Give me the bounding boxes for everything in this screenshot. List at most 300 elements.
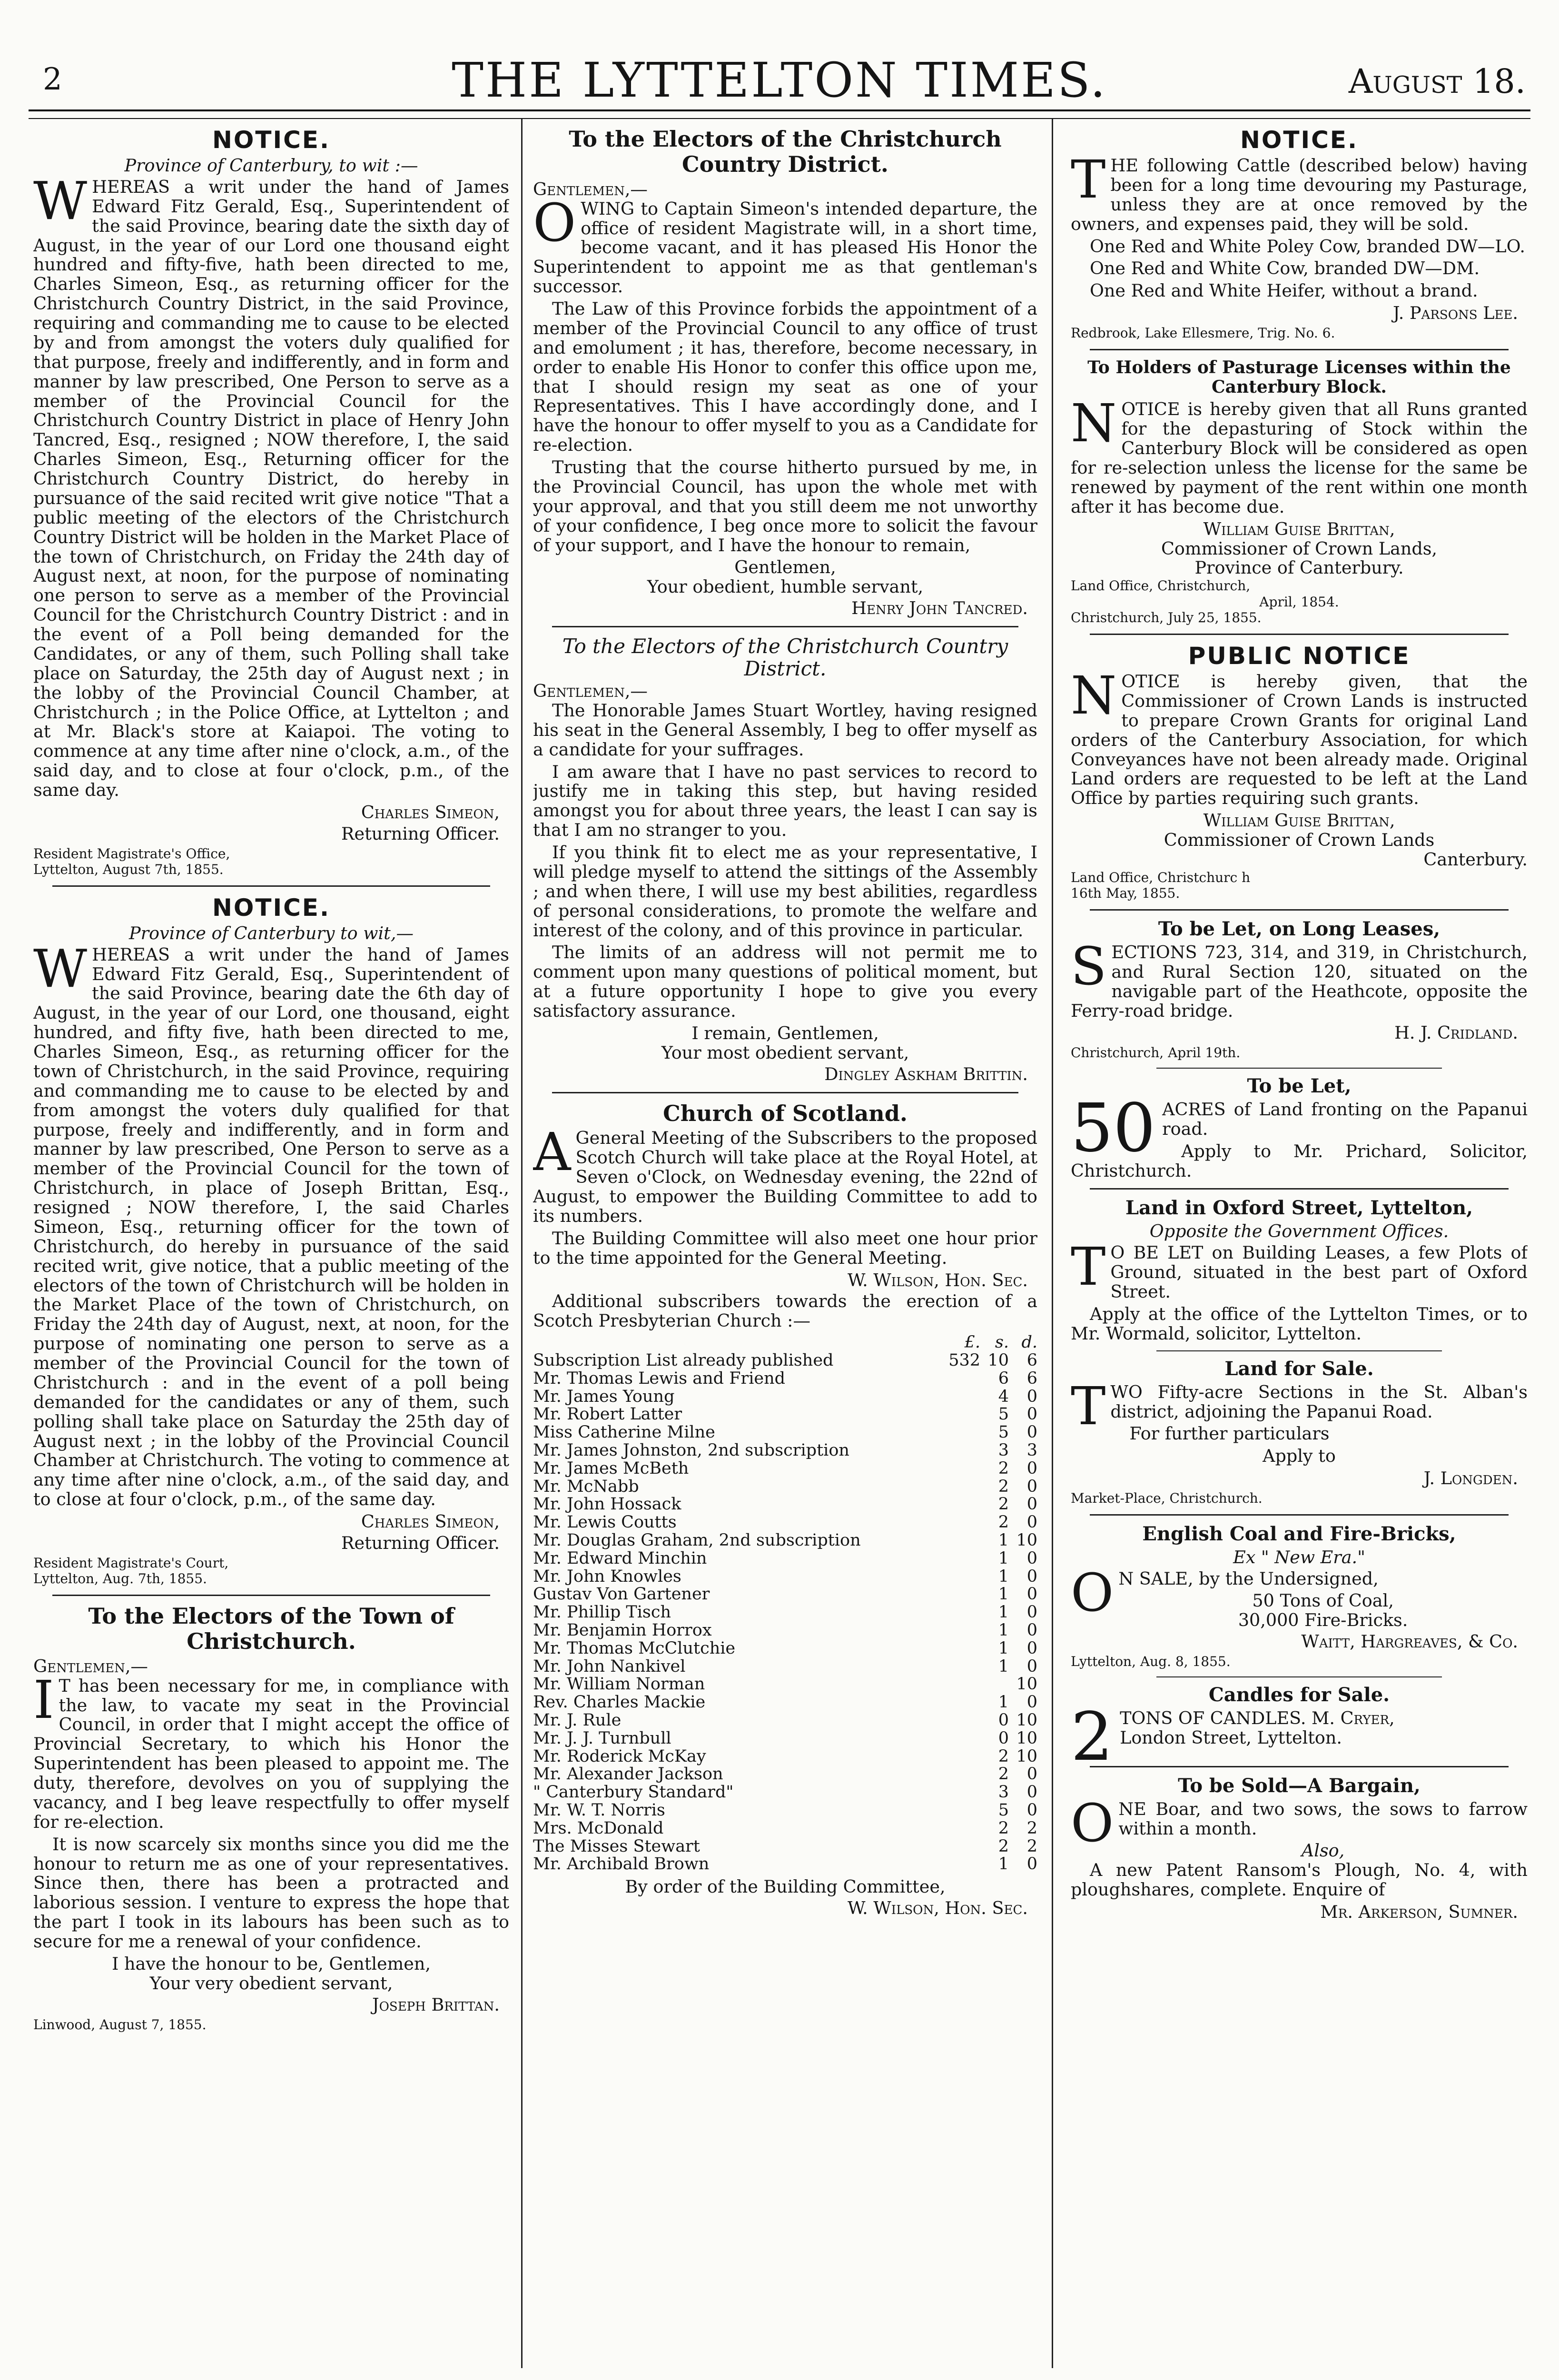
shillings-cell: 2: [998, 1765, 1009, 1784]
paragraph: T has been necessary for me, in compliance with the law, to vacate my seat in the Provincial Council, in order that I might accept the office of Provincial Secretary, to which his Honor the Superintendent has been pleased to appoint me. The duty, therefore, devolves on you of supplying the vacancy, and I beg leave respectfully to offer myself for re-election.: [33, 1675, 509, 1832]
subscription-table: [533, 1334, 1037, 1874]
pasturage-notice: [1071, 358, 1528, 626]
shillings-cell: 5: [998, 1800, 1009, 1820]
pounds-cell: [948, 1478, 980, 1496]
pence-cell: 10: [1016, 1531, 1037, 1550]
signer-name: Dingley Askham Brittin.: [824, 1063, 1028, 1084]
pounds-header: £.: [964, 1333, 980, 1352]
address-electors-country: [533, 127, 1037, 618]
paragraph: Apply to: [1263, 1446, 1336, 1467]
divider: [1090, 634, 1509, 635]
table-row: [533, 1622, 1037, 1640]
pence-cell: 0: [1026, 1638, 1037, 1658]
pence-cell: 2: [1026, 1836, 1037, 1856]
subscriber-name: Gustav Von Gartener: [533, 1585, 710, 1604]
signer-name: William Guise Brittan,: [1203, 518, 1395, 539]
issue-date: August 18.: [1348, 62, 1526, 101]
signer-title: Returning Officer.: [341, 1532, 500, 1553]
paragraph: Apply at the office of the Lyttelton Times, or to Mr. Wormald, solicitor, Lyttelton.: [1071, 1303, 1528, 1344]
pounds-cell: [948, 1550, 980, 1568]
candles-ad: [1071, 1683, 1528, 1776]
shillings-cell: 2: [998, 1477, 1009, 1496]
pounds-cell: [948, 1784, 980, 1802]
subscriber-name: Mr. Thomas McClutchie: [533, 1638, 736, 1658]
paragraph: NE Boar, and two sows, the sows to farrow within a month.: [1118, 1798, 1528, 1839]
notice-town-writ: [33, 894, 509, 1587]
table-row: [533, 1784, 1037, 1802]
notice-footer: Market-Place, Christchurch.: [1071, 1490, 1263, 1507]
shillings-cell: 2: [998, 1818, 1009, 1838]
pence-cell: 0: [1026, 1656, 1037, 1676]
paragraph: Apply to Mr. Prichard, Solicitor, Christchurch.: [1071, 1140, 1528, 1181]
closing: Your very obedient servant,: [149, 1973, 393, 1993]
oxford-street-ad: [1071, 1197, 1528, 1343]
pounds-cell: [948, 1855, 980, 1874]
table-row: [533, 1765, 1037, 1784]
subscriber-name: Mr. Douglas Graham, 2nd subscription: [533, 1531, 861, 1550]
signer-title: Commissioner of Crown Lands,: [1161, 538, 1438, 559]
notice-footer: Redbrook, Lake Ellesmere, Trig. No. 6.: [1071, 325, 1335, 341]
closing: I remain, Gentlemen,: [691, 1022, 879, 1043]
paragraph: I am aware that I have no past services to record to justify me in taking this step, but having resided amongst you for about three years, the least I can say is that I am no stranger to you.: [533, 761, 1037, 841]
table-row: [533, 1442, 1037, 1460]
pence-cell: 2: [1026, 1818, 1037, 1838]
ad-heading: To the Electors of the Christchurch Country District.: [562, 635, 1008, 681]
pounds-cell: [948, 1694, 980, 1712]
table-row: [533, 1478, 1037, 1496]
notice-footer: Resident Magistrate's Court,: [33, 1555, 229, 1571]
signer-name: Henry John Tancred.: [851, 598, 1028, 619]
ad-heading: Land in Oxford Street, Lyttelton,: [1125, 1197, 1473, 1220]
pounds-cell: [948, 1802, 980, 1820]
paragraph: It is now scarcely six months since you did me the honour to return me as one of your representatives. Since then, there has been a protracted and laborious session. I venture to express the hope that the part I took in its labours has been such as to secure for me a renewal of your confidence.: [33, 1834, 509, 1952]
paragraph: The Building Committee will also meet one hour prior to the time appointed for the General Meeting.: [533, 1228, 1037, 1268]
shillings-cell: 0: [998, 1710, 1009, 1730]
divider: [52, 1595, 490, 1596]
notice-footer: Lyttelton, August 7th, 1855.: [33, 862, 224, 878]
notice-heading: NOTICE.: [1240, 126, 1358, 154]
shillings-cell: 1: [998, 1585, 1009, 1604]
table-row: [533, 1388, 1037, 1406]
pounds-cell: [948, 1442, 980, 1460]
pence-header: d.: [1021, 1333, 1037, 1352]
notice-footer: 16th May, 1855.: [1071, 885, 1180, 902]
also-label: Also,: [1301, 1840, 1345, 1861]
pounds-cell: [948, 1568, 980, 1586]
address-electors-town: [33, 1604, 509, 2033]
pence-cell: 6: [1026, 1368, 1037, 1388]
list-item: One Red and White Heifer, without a brand.: [1090, 280, 1478, 301]
subscriber-name: Mr. Roderick McKay: [533, 1746, 706, 1766]
column-right: [1071, 124, 1528, 2378]
drop-cap: T: [1071, 149, 1106, 210]
notice-heading: PUBLIC NOTICE: [1188, 642, 1411, 670]
drop-cap: W: [33, 170, 88, 231]
paragraph: WING to Captain Simeon's intended departure, the office of resident Magistrate will, in a short time, become vacant, and it has pleased His Honor the Superintendent to appoint me as that gentleman's successor.: [533, 198, 1037, 297]
ad-heading: English Coal and Fire-Bricks,: [1142, 1522, 1456, 1545]
notice-body: HEREAS a writ under the hand of James Edward Fitz Gerald, Esq., Superintendent of the said Province, bearing date the sixth day of August, in the year of our Lord one thousand eight hundred and fifty-five, hath been directed to me, Charles Simeon, Esq., as returning officer for the Christchurch Country District, in the said Province, requiring and commanding me to cause to be elected by and from amongst the voters duly qualified for that purpose, freely and indifferently, and in form and manner by law prescribed, One Person to serve as a member of the Provincial Council for the Christchurch Country District in place of Henry John Tancred, Esq., resigned ; NOW therefore, I, the said Charles Simeon, Esq., Returning officer for the Christchurch Country District, do hereby in pursuance of the said recited writ give notice "That a public meeting of the electors of the Christchurch Country District will be holden in the Market Place of the town of Christchurch, on Friday the 24th day of August next, at noon, for the purpose of nominating one person to serve as a member of the Provincial Council for the Christchurch Country District : and in the event of a Poll being demanded for the Candidates, or any of them, such Polling shall take place on Saturday, the 25th day of August next ; in the lobby of the Provincial Council Chamber, at Christchurch ; in the Police Office, at Lyttelton ; and at Mr. Black's store at Kaiapoi. The voting to commence at any time after nine o'clock, a.m., of the said day, and to close at four o'clock, p.m., of the same day.: [33, 176, 509, 800]
notice-heading: NOTICE.: [212, 126, 330, 154]
ad-subheading: Opposite the Government Offices.: [1149, 1221, 1449, 1242]
shillings-cell: 1: [998, 1656, 1009, 1676]
subscriber-name: Mr. J. J. Turnbull: [533, 1728, 671, 1748]
subscriber-name: Mr. James Johnston, 2nd subscription: [533, 1441, 849, 1460]
table-row: [533, 1460, 1037, 1478]
paragraph: If you think fit to elect me as your representative, I will pledge myself to attend the sittings of the Assembly ; and when there, I will use my best abilities, regardless of personal considerations, to promote the welfare and interest of the colony, and of this province in particular.: [533, 842, 1037, 941]
shillings-cell: [980, 1676, 1009, 1694]
paragraph: Additional subscribers towards the erection of a Scotch Presbyterian Church :—: [533, 1291, 1037, 1331]
divider: [1090, 1188, 1509, 1190]
subscriber-name: Mr. Robert Latter: [533, 1405, 682, 1424]
shillings-cell: 1: [998, 1603, 1009, 1622]
divider: [552, 1092, 1018, 1093]
subscriber-name: Mr. Lewis Coutts: [533, 1513, 677, 1532]
closing: I have the honour to be, Gentlemen,: [112, 1953, 431, 1974]
pounds-cell: [948, 1676, 980, 1694]
land-sale-ad: [1071, 1358, 1528, 1507]
shillings-cell: 3: [998, 1441, 1009, 1460]
notice-country-writ: [33, 127, 509, 878]
table-row: [533, 1550, 1037, 1568]
closing: Your obedient, humble servant,: [647, 576, 924, 597]
subscriber-name: Subscription List already published: [533, 1351, 834, 1370]
drop-cap: T: [1071, 1375, 1106, 1437]
ad-heading: To the Electors of the Town of Christchurch.: [88, 1603, 454, 1654]
table-row: [533, 1712, 1037, 1730]
table-row: [533, 1748, 1037, 1766]
paragraph: OTICE is hereby given that all Runs granted for the depasturing of Stock within the Canterbury Block will be considered as open for re-selection unless the license for the same be renewed by payment of the rent within one month after it has become due.: [1071, 399, 1528, 517]
notice-heading: NOTICE.: [212, 893, 330, 922]
signer-name: W. Wilson, Hon. Sec.: [847, 1269, 1028, 1290]
notice-footer: April, 1854.: [1259, 594, 1339, 610]
subscriber-name: Mr. James Young: [533, 1387, 675, 1406]
paragraph: TONS OF CANDLES.: [1120, 1707, 1306, 1728]
notice-footer: Resident Magistrate's Office,: [33, 845, 230, 862]
shillings-cell: 2: [998, 1836, 1009, 1856]
pounds-cell: [948, 1838, 980, 1856]
notice-footer: Land Office, Christchurch,: [1071, 578, 1251, 594]
paragraph: HE following Cattle (described below) having been for a long time devouring my Pasturage, unless they are at once removed by the owners, and expenses paid, they will be sold.: [1071, 155, 1528, 234]
signer-name: J. Parsons Lee.: [1392, 303, 1518, 324]
signer-title: Canterbury.: [1423, 849, 1528, 870]
table-row: [533, 1496, 1037, 1514]
notice-footer: Christchurch, April 19th.: [1071, 1045, 1241, 1061]
table-row: [533, 1424, 1037, 1442]
shillings-cell: 2: [998, 1513, 1009, 1532]
pence-cell: 10: [1016, 1746, 1037, 1766]
subscriber-name: Mr. John Hossack: [533, 1495, 681, 1514]
notice-footer: Linwood, August 7, 1855.: [33, 2016, 207, 2033]
signer-title: Province of Canterbury.: [1194, 557, 1404, 578]
subscriber-name: Mr. Phillip Tisch: [533, 1603, 671, 1622]
shillings-cell: 4: [998, 1387, 1009, 1406]
to-let-ad: [1071, 1075, 1528, 1181]
pence-cell: 0: [1026, 1765, 1037, 1784]
pence-cell: 10: [1016, 1675, 1037, 1694]
ad-heading: To Holders of Pasturage Licenses within the Canterbury Block.: [1087, 357, 1511, 397]
ad-heading: To be Let, on Long Leases,: [1158, 917, 1441, 940]
notice-footer: Land Office, Christchurc h: [1071, 869, 1251, 885]
pounds-cell: [948, 1765, 980, 1784]
pence-cell: 0: [1026, 1405, 1037, 1424]
column-left: [33, 124, 509, 2378]
subscriber-name: Mr. Archibald Brown: [533, 1854, 710, 1874]
shillings-cell: 1: [998, 1620, 1009, 1640]
subscriber-name: Mr. Benjamin Horrox: [533, 1620, 712, 1640]
paragraph: General Meeting of the Subscribers to the proposed Scotch Church will take place at the Royal Hotel, at Seven o'Clock, on Wednesday evening, the 22nd of August, to empower the Building Committee to add to its numbers.: [533, 1128, 1037, 1226]
pence-cell: 0: [1026, 1854, 1037, 1874]
table-row: [533, 1640, 1037, 1658]
table-row: [533, 1352, 1037, 1370]
drop-cap: O: [533, 192, 576, 253]
ad-heading: To the Electors of the Christchurch Country District.: [569, 126, 1002, 177]
page-number: 2: [43, 62, 62, 97]
subscriber-name: Mr. William Norman: [533, 1675, 705, 1694]
pounds-cell: [948, 1748, 980, 1766]
cattle-notice: [1071, 127, 1528, 341]
signer-title: Commissioner of Crown Lands: [1164, 830, 1435, 851]
divider: [1090, 349, 1509, 350]
signer-title: Returning Officer.: [341, 823, 500, 844]
signer-name: W. Wilson, Hon. Sec.: [847, 1898, 1028, 1919]
ad-heading: To be Sold—A Bargain,: [1178, 1774, 1421, 1797]
subscriber-name: The Misses Stewart: [533, 1836, 700, 1856]
paragraph: The Honorable James Stuart Wortley, having resigned his seat in the General Assembly, I beg to offer myself as a candidate for your suffrages.: [533, 700, 1037, 760]
shillings-header: s.: [995, 1333, 1009, 1352]
pence-cell: 0: [1026, 1603, 1037, 1622]
large-number: 2: [1071, 1698, 1114, 1776]
subscriber-name: Mr. J. Rule: [533, 1710, 622, 1730]
bargain-ad: [1071, 1775, 1528, 1922]
notice-footer: Lyttelton, Aug. 7th, 1855.: [33, 1571, 207, 1587]
pence-cell: 10: [1016, 1728, 1037, 1748]
paragraph: A new Patent Ransom's Plough, No. 4, with ploughshares, complete. Enquire of: [1071, 1860, 1528, 1900]
shillings-cell: 1: [998, 1567, 1009, 1586]
shillings-cell: 1: [998, 1531, 1009, 1550]
pounds-cell: [948, 1424, 980, 1442]
pence-cell: 0: [1026, 1693, 1037, 1712]
paragraph: O BE LET on Building Leases, a few Plots of Ground, situated in the best part of Oxford Street.: [1110, 1242, 1528, 1302]
masthead: [29, 43, 1530, 109]
subscriber-name: Mr. Alexander Jackson: [533, 1765, 723, 1784]
newspaper-title: THE LYTTELTON TIMES.: [452, 52, 1107, 108]
subscriber-name: Mr. James McBeth: [533, 1458, 689, 1478]
closing: By order of the Building Committee,: [625, 1876, 946, 1897]
pence-cell: 0: [1026, 1423, 1037, 1442]
pounds-cell: [948, 1622, 980, 1640]
subscriber-name: Miss Catherine Milne: [533, 1423, 715, 1442]
shillings-cell: 6: [998, 1368, 1009, 1388]
paragraph: OTICE is hereby given, that the Commissioner of Crown Lands is instructed to prepare Crown Grants for original Land orders of the Canterbury Association, for which Conveyances have not been already made. Original Land orders are requested to be left at the Land Office by parties requiring such grants.: [1071, 671, 1528, 809]
pence-cell: 0: [1026, 1495, 1037, 1514]
pence-cell: 0: [1026, 1458, 1037, 1478]
drop-cap: S: [1071, 935, 1107, 997]
table-row: [533, 1802, 1037, 1820]
divider: [1090, 909, 1509, 911]
ad-subheading: Ex " New Era.": [1233, 1547, 1365, 1567]
pounds-cell: [948, 1514, 980, 1532]
large-number: 50: [1071, 1089, 1156, 1167]
pence-cell: 10: [1016, 1710, 1037, 1730]
table-row: [533, 1676, 1037, 1694]
pounds-cell: [948, 1460, 980, 1478]
shillings-cell: 5: [998, 1423, 1009, 1442]
table-row: [533, 1370, 1037, 1388]
signer-name: Charles Simeon,: [361, 1511, 500, 1532]
signer-name: William Guise Brittan,: [1203, 810, 1395, 831]
divider: [552, 626, 1018, 627]
table-row: [533, 1406, 1037, 1424]
table-row: [533, 1838, 1037, 1856]
divider: [1090, 1514, 1509, 1516]
signer-name: J. Longden.: [1423, 1468, 1518, 1489]
column-divider: [521, 119, 523, 2368]
subscriber-name: " Canterbury Standard": [533, 1783, 734, 1802]
shillings-cell: 1: [998, 1548, 1009, 1568]
subscriber-name: Mr. Edward Minchin: [533, 1548, 707, 1568]
paragraph: ACRES of Land fronting on the Papanui road.: [1162, 1099, 1528, 1139]
ad-heading: Candles for Sale.: [1208, 1683, 1390, 1706]
pounds-cell: [948, 1388, 980, 1406]
salutation: Gentlemen,—: [33, 1656, 148, 1676]
table-row: [533, 1586, 1037, 1604]
pence-cell: 0: [1026, 1800, 1037, 1820]
pence-cell: 0: [1026, 1567, 1037, 1586]
pence-cell: 6: [1026, 1351, 1037, 1370]
closing: Gentlemen,: [734, 557, 836, 578]
table-row: [533, 1820, 1037, 1838]
drop-cap: N: [1071, 393, 1117, 454]
ad-heading: Land for Sale.: [1224, 1357, 1374, 1380]
province-line: Province of Canterbury, to wit :—: [124, 155, 418, 176]
pence-cell: 0: [1026, 1387, 1037, 1406]
church-of-scotland-ad: [533, 1101, 1037, 1918]
signer-name: H. J. Cridland.: [1394, 1022, 1518, 1043]
pounds-cell: [948, 1640, 980, 1658]
paragraph: WO Fifty-acre Sections in the St. Alban's district, adjoining the Papanui Road.: [1110, 1381, 1528, 1422]
signer-name: Waitt, Hargreaves, & Co.: [1301, 1631, 1518, 1652]
signer-name: M. Cryer,: [1312, 1707, 1395, 1728]
shillings-cell: 0: [998, 1728, 1009, 1748]
salutation: Gentlemen,—: [533, 681, 648, 702]
shillings-cell: 2: [998, 1746, 1009, 1766]
pounds-cell: [948, 1712, 980, 1730]
paragraph: For further particulars: [1129, 1423, 1330, 1444]
long-leases-ad: [1071, 918, 1528, 1061]
pounds-cell: [948, 1604, 980, 1622]
divider: [1156, 1350, 1442, 1351]
pounds-cell: [948, 1406, 980, 1424]
table-row: [533, 1514, 1037, 1532]
signer-name: Charles Simeon,: [361, 802, 500, 823]
column-divider: [1052, 119, 1053, 2368]
list-item: One Red and White Poley Cow, branded DW—LO.: [1090, 236, 1525, 257]
paragraph: N SALE, by the Undersigned,: [1118, 1568, 1379, 1589]
pounds-cell: [948, 1820, 980, 1838]
closing: Your most obedient servant,: [661, 1042, 909, 1063]
drop-cap: I: [33, 1669, 54, 1730]
table-row: [533, 1532, 1037, 1550]
shillings-cell: 1: [998, 1854, 1009, 1874]
drop-cap: A: [533, 1121, 571, 1183]
list-item: One Red and White Cow, branded DW—DM.: [1090, 258, 1480, 279]
paragraph: Trusting that the course hitherto pursued by me, in the Provincial Council, has upon the whole met with your approval, and that you still deem me not unworthy of your confidence, I beg once more to solicit the favour of your support, and I have the honour to remain,: [533, 457, 1037, 555]
province-line: Province of Canterbury to wit,—: [129, 922, 414, 943]
notice-footer: Lyttelton, Aug. 8, 1855.: [1071, 1654, 1231, 1670]
list-item: 30,000 Fire-Bricks.: [1238, 1610, 1408, 1631]
pounds-cell: [948, 1532, 980, 1550]
divider: [1090, 1766, 1509, 1767]
pounds-cell: [948, 1370, 980, 1388]
paragraph: London Street, Lyttelton.: [1120, 1727, 1342, 1748]
pence-cell: 0: [1026, 1477, 1037, 1496]
pence-cell: 0: [1026, 1548, 1037, 1568]
drop-cap: W: [33, 938, 88, 999]
drop-cap: O: [1071, 1792, 1114, 1854]
signer-name: Joseph Brittan.: [372, 1994, 500, 2015]
pounds-cell: 532: [948, 1351, 980, 1370]
list-item: 50 Tons of Coal,: [1252, 1590, 1394, 1611]
pence-cell: 3: [1026, 1441, 1037, 1460]
pounds-cell: [948, 1730, 980, 1748]
ad-heading: To be Let,: [1247, 1074, 1352, 1097]
table-row: [533, 1658, 1037, 1676]
shillings-cell: 1: [998, 1638, 1009, 1658]
drop-cap: T: [1071, 1236, 1106, 1298]
shillings-cell: 2: [998, 1495, 1009, 1514]
pence-cell: 0: [1026, 1783, 1037, 1802]
subscriber-name: Mr. Thomas Lewis and Friend: [533, 1368, 786, 1388]
divider: [52, 885, 490, 887]
notice-body: HEREAS a writ under the hand of James Edward Fitz Gerald, Esq., Superintendent of the said Province, bearing date the 6th day of August, in the year of our Lord, one thousand, eight hundred, and fifty five, hath been directed to me, Charles Simeon, Esq., as returning officer for the town of Christchurch, in the said Province, requiring and commanding me to cause to be elected by and from amongst the voters duly qualified for that purpose, freely and indifferently, and in form and manner by law prescribed, One Person to serve as a member of the Provincial Council for the town of Christchurch, in place of Joseph Brittan, Esq., resigned ; NOW therefore, I, the said Charles Simeon, Esq., returning officer for the town of Christchurch, do hereby in pursuance of the said recited writ, give notice, that a public meeting of the electors of the town of Christchurch will be holden in the Market Place of the town of Christchurch, on Friday the 24th day of August, next, at noon, for the purpose of nominating one person to serve as a member of the Provincial Council for the town of Christchurch : and in the event of a poll being demanded for the candidates or any of them, such polling shall take place on Saturday the 25th day of August next ; in the lobby of the Provincial Council Chamber at Christchurch. The voting to commence at any time after nine o'clock, a.m., of the said day, and to close at four o'clock, p.m., of the same day.: [33, 944, 509, 1510]
address-electors-country-2: [533, 635, 1037, 1084]
shillings-cell: 1: [998, 1693, 1009, 1712]
pence-cell: 0: [1026, 1513, 1037, 1532]
pence-cell: 0: [1026, 1585, 1037, 1604]
shillings-cell: 10: [987, 1351, 1009, 1370]
signer-name: Mr. Arkerson, Sumner.: [1320, 1902, 1518, 1922]
column-middle: [533, 124, 1037, 2378]
masthead-rule: [29, 109, 1530, 119]
shillings-cell: 3: [998, 1783, 1009, 1802]
table-row: [533, 1694, 1037, 1712]
divider: [1156, 1068, 1442, 1069]
subscriber-name: Mrs. McDonald: [533, 1818, 664, 1838]
paragraph: The Law of this Province forbids the appointment of a member of the Provincial Council to any office of trust and emolument ; it has, therefore, become necessary, in order to enable His Honor to confer this office upon me, that I should resign my seat as one of your Representatives. This I have accordingly done, and I have the honour to offer myself to you as a Candidate for re-election.: [533, 298, 1037, 456]
drop-cap: O: [1071, 1562, 1114, 1623]
pounds-cell: [948, 1586, 980, 1604]
pounds-cell: [948, 1496, 980, 1514]
table-row: [533, 1855, 1037, 1874]
salutation: Gentlemen,—: [533, 178, 648, 199]
public-notice: [1071, 643, 1528, 902]
subscriber-name: Mr. W. T. Norris: [533, 1800, 665, 1820]
ad-heading: Church of Scotland.: [663, 1100, 908, 1126]
subscriber-name: Mr. John Nankivel: [533, 1656, 686, 1676]
subscriber-name: Rev. Charles Mackie: [533, 1693, 706, 1712]
pence-cell: 0: [1026, 1620, 1037, 1640]
table-row: [533, 1604, 1037, 1622]
paragraph: The limits of an address will not permit me to comment upon many questions of political moment, but at a future opportunity I hope to give you every satisfactory assurance.: [533, 942, 1037, 1021]
shillings-cell: 5: [998, 1405, 1009, 1424]
drop-cap: N: [1071, 665, 1117, 726]
table-row: [533, 1568, 1037, 1586]
notice-footer: Christchurch, July 25, 1855.: [1071, 610, 1262, 626]
divider: [1156, 1676, 1442, 1677]
paragraph: ECTIONS 723, 314, and 319, in Christchurch, and Rural Section 120, situated on the navigable part of the Heathcote, opposite the Ferry-road bridge.: [1071, 942, 1528, 1021]
pounds-cell: [948, 1658, 980, 1676]
subscriber-name: Mr. John Knowles: [533, 1567, 681, 1586]
